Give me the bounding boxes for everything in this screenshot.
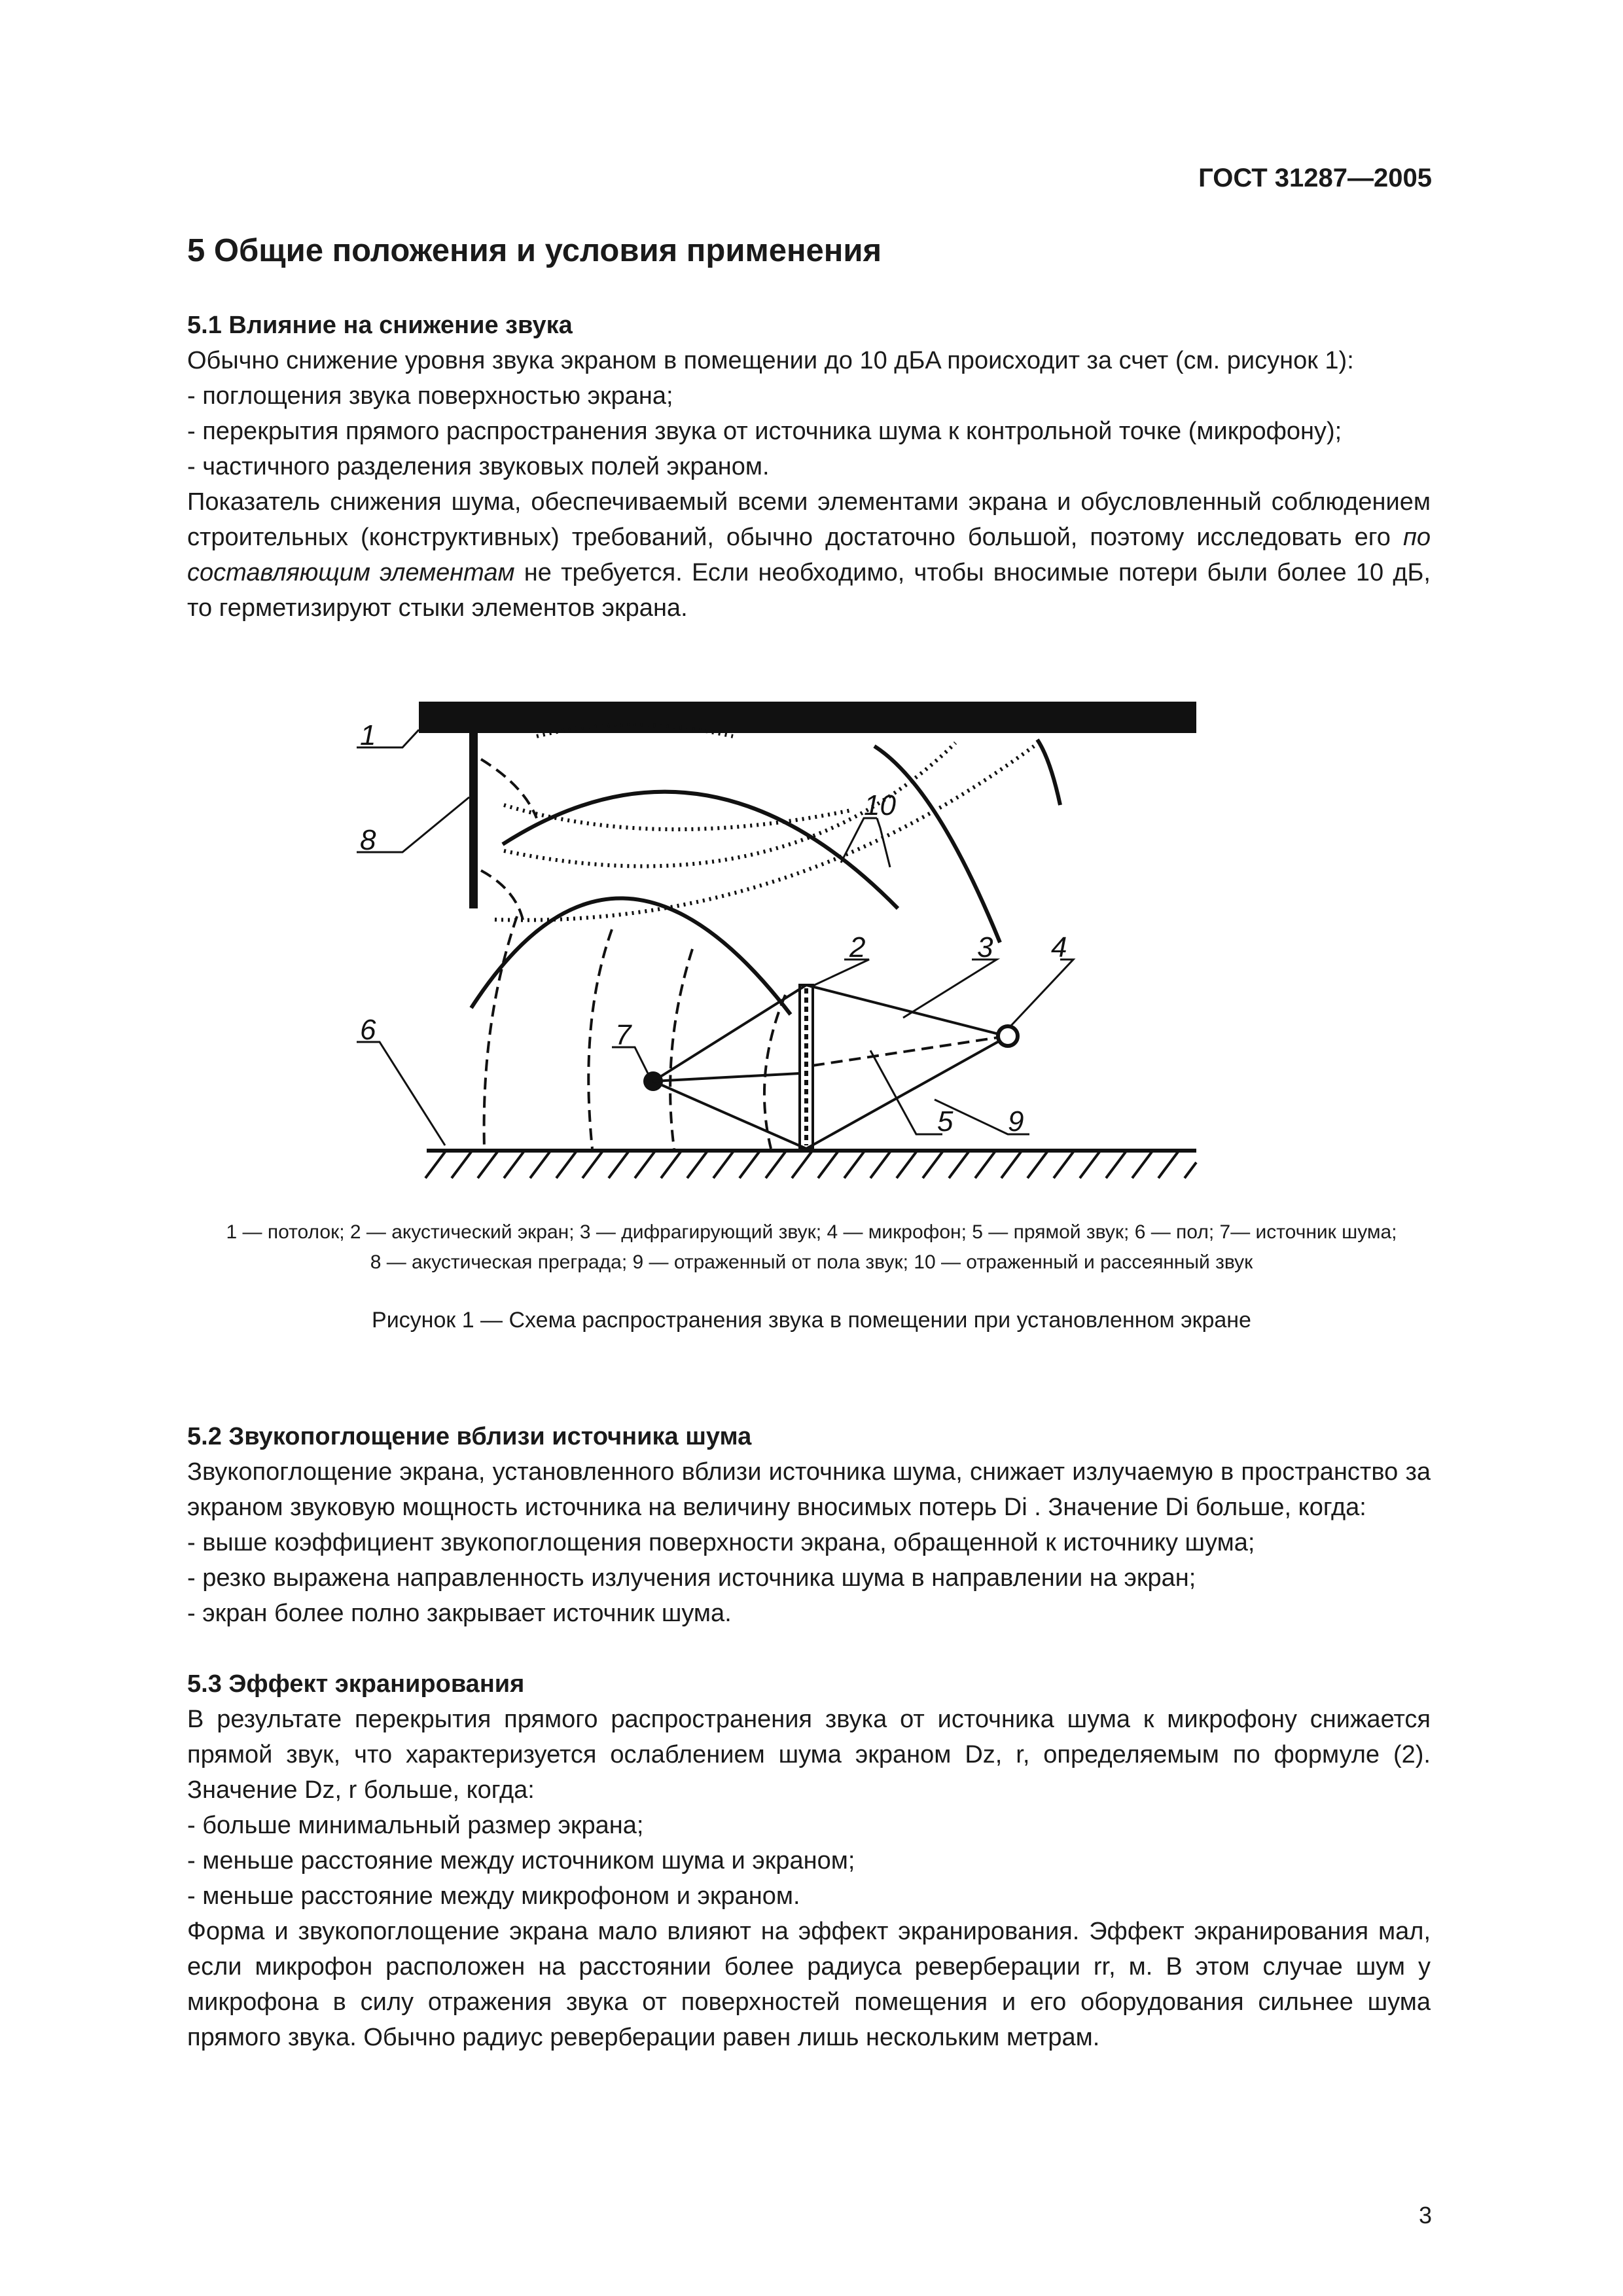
acoustic-barrier bbox=[469, 733, 478, 908]
label-5: 5 bbox=[937, 1105, 954, 1138]
list-item: - меньше расстояние между микрофоном и экраном. bbox=[187, 1882, 800, 1910]
label-10: 10 bbox=[864, 789, 896, 821]
label-7: 7 bbox=[615, 1019, 632, 1051]
figure-legend bbox=[118, 1217, 1505, 1278]
ceiling bbox=[419, 702, 1196, 733]
dotted-reflected-arc bbox=[504, 805, 851, 829]
section-5-2 bbox=[187, 1419, 1431, 1631]
figure-caption: Рисунок 1 — Схема распространения звука в помещении при установленном экране bbox=[372, 1308, 1251, 1333]
section-5-3 bbox=[187, 1666, 1431, 2055]
list-item: - меньше расстояние между источником шума и экраном; bbox=[187, 1847, 855, 1874]
document-code: ГОСТ 31287—2005 bbox=[1198, 164, 1432, 192]
dashed-wave-arc bbox=[588, 929, 612, 1149]
solid-wave-arc bbox=[471, 898, 791, 1014]
dashed-wave-arc bbox=[670, 949, 692, 1149]
text-run: Показатель снижения шума, обеспечиваемый всеми элементами экрана и обусловленный соблюдением строительных (конструктивных) требований, обычно достаточно большой, поэтому исследовать его bbox=[187, 488, 1431, 551]
list-item: - перекрытия прямого распространения звука от источника шума к контрольной точке (микрофону); bbox=[187, 418, 1342, 445]
list-item: - больше минимальный размер экрана; bbox=[187, 1812, 644, 1839]
dashed-wave-arc bbox=[764, 995, 785, 1149]
paragraph-5-3-second: Форма и звукопоглощение экрана мало влияют на эффект экранирования. Эффект экранирования мал, если микрофон расположен на расстоянии более радиуса реверберации rr, м. В этом случае шум у микрофона в силу отражения звука от поверхностей помещения и его оборудования сильнее шума прямого звука. Обычно радиус реверберации равен лишь нескольким метрам. bbox=[187, 1918, 1431, 2051]
solid-wave-arc bbox=[874, 746, 1000, 942]
section-title: 5 Общие положения и условия применения bbox=[187, 233, 882, 268]
heading-5-3: 5.3 Эффект экранирования bbox=[187, 1670, 525, 1698]
list-item: - экран более полно закрывает источник шума. bbox=[187, 1600, 732, 1627]
dotted-reflected-arc bbox=[495, 746, 1034, 920]
solid-wave-arc bbox=[1037, 740, 1060, 805]
paragraph-5-1-intro: Обычно снижение уровня звука экраном в помещении до 10 дБA происходит за счет (см. рисунок 1): bbox=[187, 347, 1354, 374]
paragraph-5-2: Звукопоглощение экрана, установленного вблизи источника шума, снижает излучаемую в пространство за экраном звуковую мощность источника на величину вносимых потерь Di . Значение Di больше, когда: bbox=[187, 1458, 1431, 1521]
heading-5-1: 5.1 Влияние на снижение звука bbox=[187, 312, 573, 339]
list-item: - частичного разделения звуковых полей экраном. bbox=[187, 453, 770, 480]
label-3: 3 bbox=[977, 931, 993, 963]
label-8: 8 bbox=[360, 824, 376, 856]
legend-line: 1 — потолок; 2 — акустический экран; 3 — дифрагирующий звук; 4 — микрофон; 5 — прямой звук; 6 — пол; 7— источник шума; bbox=[226, 1221, 1397, 1243]
dashed-wave-arc bbox=[484, 916, 517, 1149]
floor-hatching bbox=[425, 1152, 1196, 1178]
paragraph-5-3: В результате перекрытия прямого распространения звука от источника шума к микрофону снижается прямой звук, что характеризуется ослаблением шума экраном Dz, r, определяемым по формуле (2). Значение Dz, r больше, когда: bbox=[187, 1706, 1431, 1804]
list-item: - выше коэффициент звукопоглощения поверхности экрана, обращенной к источнику шума; bbox=[187, 1529, 1255, 1556]
legend-line: 8 — акустическая преграда; 9 — отраженный от пола звук; 10 — отраженный и рассеянный звук bbox=[370, 1251, 1253, 1273]
label-9: 9 bbox=[1008, 1105, 1024, 1138]
label-1: 1 bbox=[360, 719, 376, 751]
microphone bbox=[998, 1026, 1018, 1046]
text-run: не требуется. Если необходимо, чтобы вносимые потери были более 10 дБ, то герметизируют стыки элементов экрана. bbox=[187, 559, 1431, 622]
list-item: - резко выражена направленность излучения источника шума в направлении на экран; bbox=[187, 1564, 1196, 1592]
dashed-wave-arc bbox=[481, 870, 524, 923]
label-4: 4 bbox=[1051, 931, 1067, 963]
label-6: 6 bbox=[360, 1014, 376, 1046]
dashed-wave-arc bbox=[481, 759, 537, 818]
page-number: 3 bbox=[1418, 2202, 1432, 2229]
solid-wave-arc bbox=[503, 792, 898, 908]
italic-text: по составляющим элементам bbox=[187, 524, 1431, 586]
heading-5-2: 5.2 Звукопоглощение вблизи источника шума bbox=[187, 1423, 752, 1450]
label-2: 2 bbox=[849, 931, 866, 963]
list-item: - поглощения звука поверхностью экрана; bbox=[187, 382, 673, 410]
